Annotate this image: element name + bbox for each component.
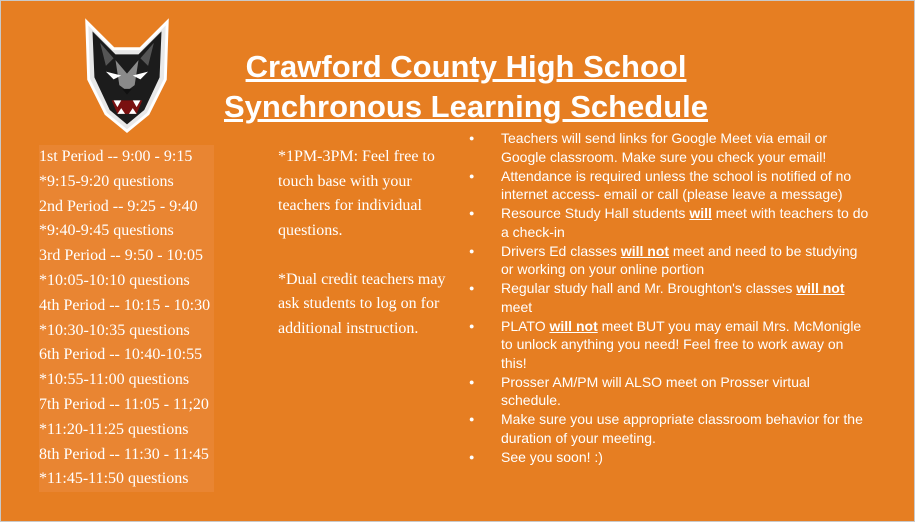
list-item: [469, 317, 869, 373]
schedule-line: 1st Period -- 9:00 - 9:15: [39, 145, 214, 170]
schedule-line: 8th Period -- 11:30 - 11:45: [39, 443, 214, 468]
bullet-icon: ●: [469, 451, 475, 462]
period-schedule: [39, 145, 214, 492]
bullet-text: Resource Study Hall students: [501, 205, 690, 221]
bullet-text: meet BUT you may email Mrs. McMonigle to unlock anything you need! Feel free to work away on this!: [501, 317, 862, 371]
bullet-icon: ●: [469, 170, 475, 181]
bullet-text: Prosser AM/PM will ALSO meet on Prosser virtual schedule.: [501, 373, 810, 408]
bullet-text: Regular study hall and Mr. Broughton's classes: [501, 280, 797, 296]
list-item: [469, 204, 869, 241]
bullet-icon: ●: [469, 208, 475, 218]
list-item: [469, 448, 869, 467]
title-schedule-name: Synchronous Learning Schedule: [223, 89, 709, 124]
schedule-line: *11:20-11:25 questions: [39, 418, 214, 443]
list-item: [469, 167, 869, 204]
dual-credit-note: *Dual credit teachers may ask students to log on for additional instruction.: [278, 270, 446, 337]
bullet-icon: ●: [469, 376, 475, 387]
office-hours-note: *1PM-3PM: Feel free to touch base with your teachers for individual questions.: [278, 148, 435, 239]
list-item: [469, 129, 869, 166]
list-item: [469, 279, 869, 316]
bullet-text: Teachers will send links for Google Meet via email or Google classroom. Make sure you check your email!: [501, 130, 828, 165]
list-item: [469, 373, 869, 410]
list-item: [469, 242, 869, 279]
schedule-line: *11:45-11:50 questions: [39, 467, 214, 492]
title-school-name: Crawford County High School: [245, 49, 687, 84]
bullet-text: meet with teachers to do a check-in: [501, 205, 869, 240]
bullet-text: meet: [501, 298, 533, 315]
schedule-line: 7th Period -- 11:05 - 11;20: [39, 393, 214, 418]
bullet-icon: ●: [469, 414, 475, 424]
schedule-line: *10:30-10:35 questions: [39, 319, 214, 344]
emphasis-text: will: [689, 205, 712, 221]
bullet-text: meet and need to be studying or working on your online portion: [501, 242, 858, 277]
schedule-line: *10:05-10:10 questions: [39, 269, 214, 294]
schedule-line: *9:15-9:20 questions: [39, 170, 214, 195]
schedule-line: *9:40-9:45 questions: [39, 219, 214, 244]
bullet-text: Drivers Ed classes: [501, 242, 621, 259]
bullet-icon: ●: [469, 320, 475, 331]
schedule-line: 3rd Period -- 9:50 - 10:05: [39, 244, 214, 269]
bullet-text: See you soon! :): [501, 448, 603, 465]
list-item: [469, 410, 869, 447]
bullet-text: Make sure you use appropriate classroom behavior for the duration of your meeting.: [501, 411, 863, 446]
schedule-line: *10:55-11:00 questions: [39, 368, 214, 393]
emphasis-text: will not: [549, 317, 598, 334]
notes-column: [278, 145, 458, 341]
schedule-line: 2nd Period -- 9:25 - 9:40: [39, 195, 214, 220]
schedule-line: 6th Period -- 10:40-10:55: [39, 343, 214, 368]
instructions-list: [469, 129, 869, 467]
bullet-text: Attendance is required unless the school is notified of no internet access- email or call (please leave a message): [501, 167, 852, 202]
emphasis-text: will not: [620, 242, 670, 259]
bullet-icon: ●: [469, 133, 475, 143]
emphasis-text: will not: [796, 280, 845, 296]
schedule-line: 4th Period -- 10:15 - 10:30: [39, 294, 214, 319]
bullet-icon: ●: [469, 283, 475, 293]
bullet-text: PLATO: [501, 317, 550, 334]
bullet-icon: ●: [469, 245, 475, 256]
